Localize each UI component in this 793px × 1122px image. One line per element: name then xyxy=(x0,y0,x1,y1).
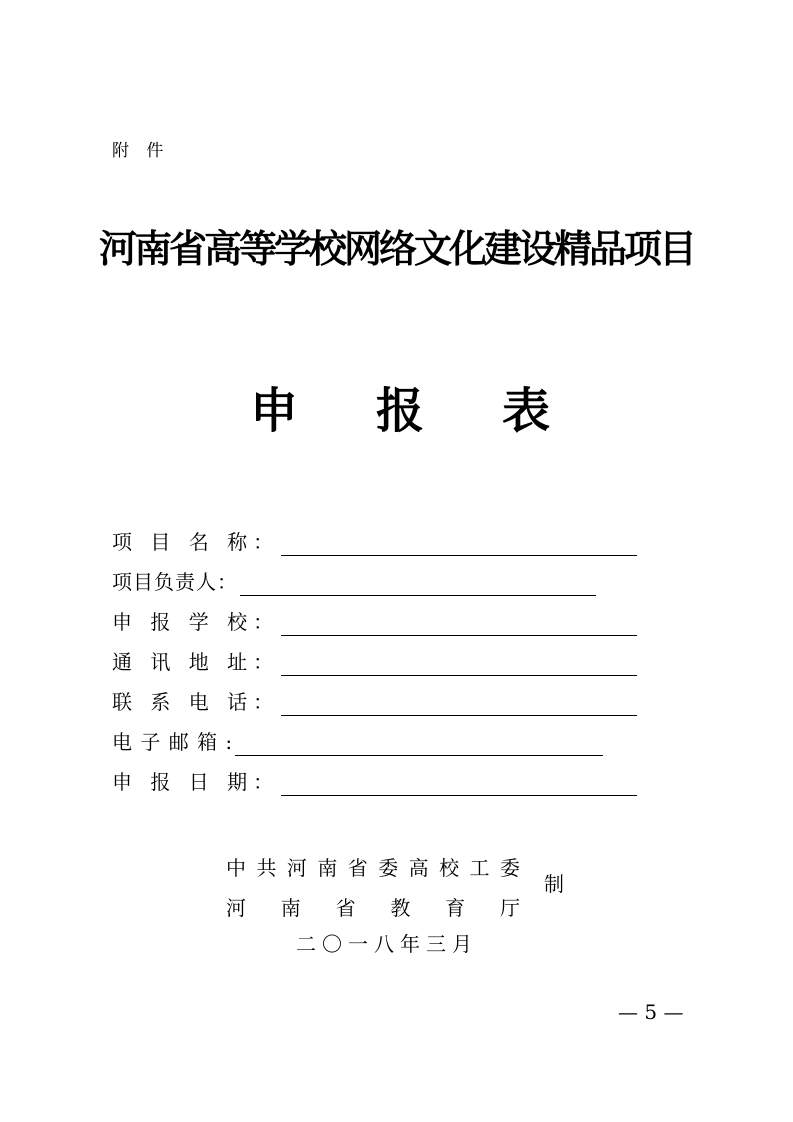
issuer-char: 共 xyxy=(256,856,277,880)
issuing-organizations xyxy=(226,848,520,928)
field-underline[interactable] xyxy=(281,789,637,796)
field-label: 申 报 学 校： xyxy=(112,610,280,634)
field-mailing-address xyxy=(112,646,637,676)
issuer-char: 厅 xyxy=(499,896,520,920)
issuer-char: 南 xyxy=(317,856,338,880)
field-label: 电 子 邮 箱 : xyxy=(112,730,234,754)
field-underline[interactable] xyxy=(281,709,637,716)
field-application-date xyxy=(112,766,637,796)
document-title: 河南省高等学校网络文化建设精品项目 xyxy=(98,227,694,271)
issuer-char: 工 xyxy=(469,856,490,880)
field-underline[interactable] xyxy=(281,669,637,676)
field-email xyxy=(112,726,603,756)
issuer-char: 委 xyxy=(499,856,520,880)
field-label: 通 讯 地 址： xyxy=(112,650,280,674)
issuer-char: 河 xyxy=(286,856,307,880)
field-project-name xyxy=(112,526,637,556)
issuer-char: 省 xyxy=(335,896,356,920)
form-subtitle xyxy=(250,372,550,441)
subtitle-char-2: 报 xyxy=(375,383,424,439)
field-applying-school xyxy=(112,606,637,636)
issued-by-mark: 制 xyxy=(544,872,564,896)
field-underline[interactable] xyxy=(240,589,596,596)
issuer-party-committee xyxy=(226,848,520,888)
issuer-char: 中 xyxy=(226,856,246,880)
issuer-char: 南 xyxy=(280,896,301,920)
issuer-char: 教 xyxy=(390,896,411,920)
issuer-char: 育 xyxy=(445,896,466,920)
issuer-char: 省 xyxy=(347,856,368,880)
field-label: 联 系 电 话： xyxy=(112,690,280,714)
attachment-label: 附 件 xyxy=(112,141,170,161)
page-number: — 5 — xyxy=(618,1000,684,1024)
field-underline[interactable] xyxy=(281,629,637,636)
field-underline[interactable] xyxy=(281,549,637,556)
issuer-char: 高 xyxy=(408,856,429,880)
field-phone xyxy=(112,686,637,716)
issuer-char: 委 xyxy=(378,856,399,880)
issuer-education-department xyxy=(226,888,520,928)
field-project-leader xyxy=(112,566,596,596)
subtitle-char-3: 表 xyxy=(501,383,550,439)
issue-date: 二〇一八年三月 xyxy=(296,932,478,956)
field-underline[interactable] xyxy=(235,749,603,756)
issuer-char: 校 xyxy=(439,856,460,880)
subtitle-char-1: 申 xyxy=(250,383,299,439)
field-label: 项 目 名 称： xyxy=(112,530,280,554)
field-label: 项目负责人： xyxy=(112,570,238,594)
issuer-char: 河 xyxy=(226,896,246,920)
field-label: 申 报 日 期： xyxy=(112,770,280,794)
